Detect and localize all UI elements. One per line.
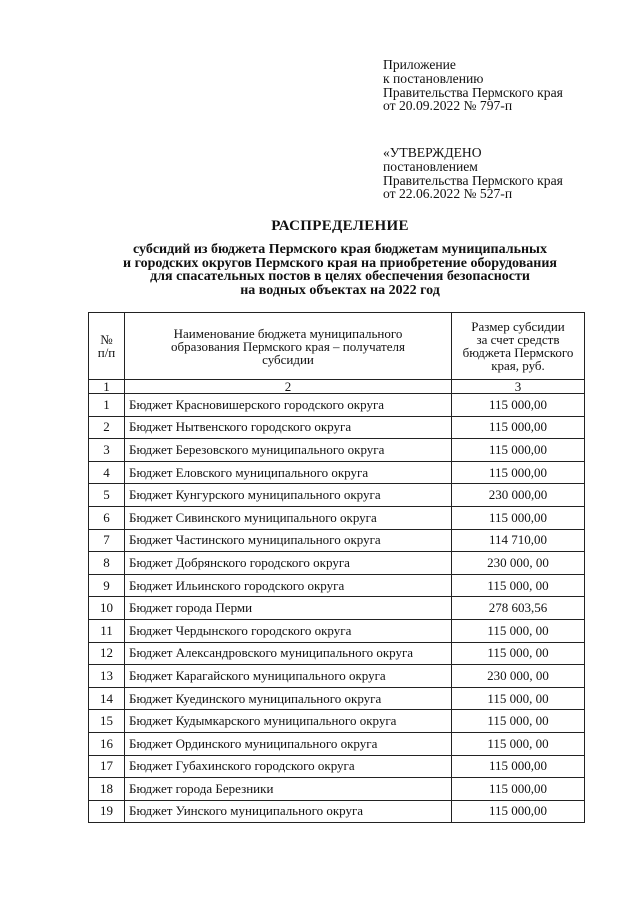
header-text: за счет средств: [476, 332, 560, 347]
table-row: [89, 710, 585, 733]
row-number: 9: [89, 574, 125, 597]
header-subsidy-amount: [452, 313, 585, 380]
row-number: 2: [89, 416, 125, 439]
row-budget-name: Бюджет Ординского муниципального округа: [125, 732, 452, 755]
row-subsidy-amount: 115 000,00: [452, 439, 585, 462]
row-budget-name: Бюджет Куединского муниципального округа: [125, 687, 452, 710]
approval-block: [383, 146, 563, 201]
appendix-line: к постановлению: [383, 70, 484, 86]
header-text: образования Пермского края – получателя: [171, 338, 405, 354]
row-subsidy-amount: 115 000,00: [452, 394, 585, 417]
table-row: [89, 574, 585, 597]
header-text: Размер субсидии: [471, 319, 565, 334]
row-subsidy-amount: 278 603,56: [452, 597, 585, 620]
row-budget-name: Бюджет Кунгурского муниципального округа: [125, 484, 452, 507]
row-number: 16: [89, 732, 125, 755]
row-subsidy-amount: 115 000, 00: [452, 732, 585, 755]
table-row: [89, 642, 585, 665]
row-budget-name: Бюджет Кудымкарского муниципального округа: [125, 710, 452, 733]
row-subsidy-amount: 115 000, 00: [452, 619, 585, 642]
approval-line: Правительства Пермского края: [383, 172, 563, 188]
row-number: 3: [89, 439, 125, 462]
appendix-line: Приложение: [383, 57, 456, 72]
approval-line: от 22.06.2022 № 527-п: [383, 186, 513, 202]
row-subsidy-amount: 115 000,00: [452, 800, 585, 823]
table-row: [89, 755, 585, 778]
row-subsidy-amount: 230 000, 00: [452, 665, 585, 688]
row-number: 14: [89, 687, 125, 710]
row-budget-name: Бюджет Александровского муниципального округа: [125, 642, 452, 665]
subtitle-line: и городских округов Пермского края на приобретение оборудования: [123, 255, 557, 271]
row-subsidy-amount: 115 000,00: [452, 506, 585, 529]
row-subsidy-amount: 115 000,00: [452, 778, 585, 801]
header-number: [89, 313, 125, 380]
row-budget-name: Бюджет города Перми: [125, 597, 452, 620]
approval-line: постановлением: [383, 158, 478, 174]
table-row: [89, 484, 585, 507]
row-budget-name: Бюджет Сивинского муниципального округа: [125, 506, 452, 529]
table-row: [89, 687, 585, 710]
row-budget-name: Бюджет Березовского муниципального округа: [125, 439, 452, 462]
row-number: 5: [89, 484, 125, 507]
row-number: 8: [89, 552, 125, 575]
row-budget-name: Бюджет Губахинского городского округа: [125, 755, 452, 778]
row-number: 18: [89, 778, 125, 801]
table-row: [89, 597, 585, 620]
document-subtitle: [0, 243, 640, 297]
table-row: [89, 552, 585, 575]
approval-line: «УТВЕРЖДЕНО: [383, 145, 482, 160]
table-row: [89, 461, 585, 484]
row-subsidy-amount: 115 000,00: [452, 755, 585, 778]
table-row: [89, 800, 585, 823]
row-subsidy-amount: 115 000,00: [452, 416, 585, 439]
row-number: 12: [89, 642, 125, 665]
table-row: [89, 732, 585, 755]
table-header-row: [89, 313, 585, 380]
row-number: 15: [89, 710, 125, 733]
header-text: бюджета Пермского: [462, 345, 574, 360]
row-subsidy-amount: 115 000, 00: [452, 687, 585, 710]
row-subsidy-amount: 115 000, 00: [452, 710, 585, 733]
row-number: 7: [89, 529, 125, 552]
header-text: №: [100, 332, 113, 347]
subtitle-line: на водных объектах на 2022 год: [240, 282, 440, 298]
row-budget-name: Бюджет Чердынского городского округа: [125, 619, 452, 642]
header-text: п/п: [97, 345, 116, 360]
row-subsidy-amount: 230 000,00: [452, 484, 585, 507]
row-number: 17: [89, 755, 125, 778]
row-budget-name: Бюджет Нытвенского городского округа: [125, 416, 452, 439]
column-number: 1: [89, 380, 125, 394]
subsidy-table: [88, 312, 585, 823]
column-number-row: [89, 380, 585, 394]
row-budget-name: Бюджет Частинского муниципального округа: [125, 529, 452, 552]
table-row: [89, 778, 585, 801]
header-text: края, руб.: [491, 358, 545, 373]
table-row: [89, 529, 585, 552]
header-text: субсидии: [262, 351, 314, 367]
subtitle-line: для спасательных постов в целях обеспечения безопасности: [150, 269, 530, 284]
table-row: [89, 394, 585, 417]
document-title: РАСПРЕДЕЛЕНИЕ: [271, 218, 409, 234]
table-row: [89, 439, 585, 462]
row-budget-name: Бюджет Добрянского городского округа: [125, 552, 452, 575]
row-budget-name: Бюджет Карагайского муниципального округа: [125, 665, 452, 688]
row-number: 1: [89, 394, 125, 417]
row-number: 4: [89, 461, 125, 484]
row-number: 11: [89, 619, 125, 642]
table-row: [89, 619, 585, 642]
row-number: 10: [89, 597, 125, 620]
row-budget-name: Бюджет Красновишерского городского округа: [125, 394, 452, 417]
row-number: 13: [89, 665, 125, 688]
row-number: 6: [89, 506, 125, 529]
appendix-line: от 20.09.2022 № 797-п: [383, 98, 513, 114]
row-subsidy-amount: 115 000,00: [452, 461, 585, 484]
row-subsidy-amount: 115 000, 00: [452, 574, 585, 597]
row-budget-name: Бюджет Еловского муниципального округа: [125, 461, 452, 484]
table-row: [89, 506, 585, 529]
row-subsidy-amount: 230 000, 00: [452, 552, 585, 575]
header-budget-name: [125, 313, 452, 380]
row-budget-name: Бюджет Ильинского городского округа: [125, 574, 452, 597]
row-subsidy-amount: 114 710,00: [452, 529, 585, 552]
column-number: 2: [125, 380, 452, 394]
header-text: Наименование бюджета муниципального: [173, 325, 403, 341]
row-number: 19: [89, 800, 125, 823]
row-budget-name: Бюджет Уинского муниципального округа: [125, 800, 452, 823]
appendix-block: [383, 58, 563, 113]
row-budget-name: Бюджет города Березники: [125, 778, 452, 801]
column-number: 3: [452, 380, 585, 394]
table-row: [89, 665, 585, 688]
appendix-line: Правительства Пермского края: [383, 84, 563, 100]
row-subsidy-amount: 115 000, 00: [452, 642, 585, 665]
document-heading: [0, 218, 640, 297]
table-row: [89, 416, 585, 439]
subtitle-line: субсидий из бюджета Пермского края бюджетам муниципальных: [133, 242, 547, 257]
